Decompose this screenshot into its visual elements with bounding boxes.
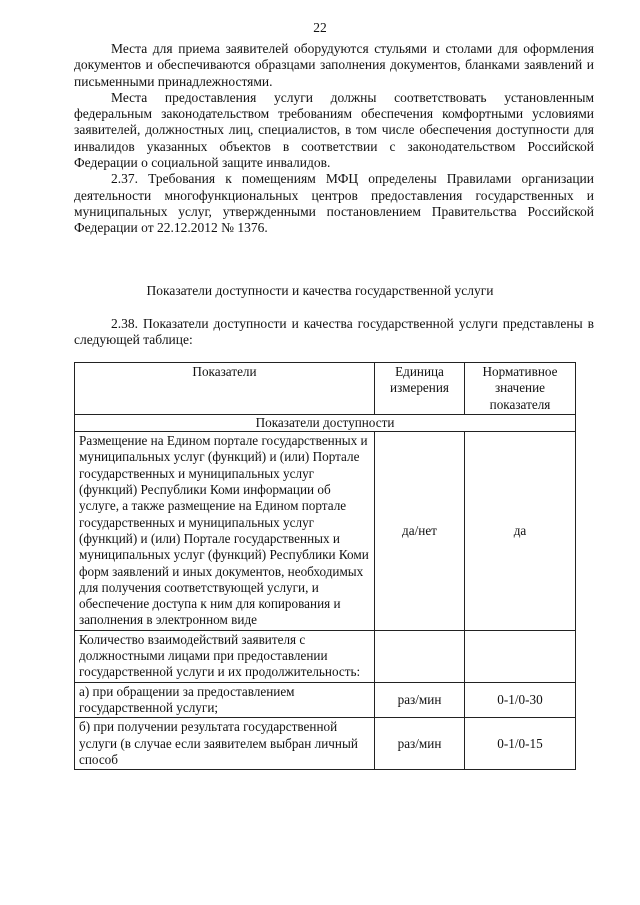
intro-text [74, 316, 594, 349]
table-row [75, 718, 576, 770]
row-value: 0-1/0-15 [465, 718, 576, 770]
header-unit: Единица измерения [375, 363, 465, 415]
row-unit [375, 630, 465, 682]
paragraph-workplaces: Места для приема заявителей оборудуются стульями и столами для оформления документов и обеспечиваются образцами заполнения документов, бланками заявлений и письменными принадлежностями. [74, 41, 594, 89]
paragraph-2-37: 2.37. Требования к помещениям МФЦ определены Правилами организации деятельности многофункциональных центров предоставления государственных и муниципальных услуг, утвержденными постановлением Правительства Российской Федерации от 22.12.2012 № 1376. [74, 171, 594, 236]
header-indicators: Показатели [75, 363, 375, 415]
body-text [74, 41, 594, 237]
indicators-table [74, 362, 576, 770]
table-row [75, 630, 576, 682]
row-indicator: Размещение на Едином портале государственных и муниципальных услуг (функций) и (или) Портале государственных и муниципальных услуг (функций) Республики Коми информации об услуге, а также размещение на Едином портале государственных и муниципальных услуг (функций) и (или) Портале государственных и муниципальных услуг (функций) Республики Коми форм заявлений и иных документов, необходимых для получения соответствующей услуги, и обеспечение доступа к ним для копирования и заполнения в электронном виде [75, 432, 375, 631]
section-row-accessibility: Показатели доступности [75, 414, 576, 431]
row-value [465, 630, 576, 682]
row-unit: раз/мин [375, 682, 465, 718]
table-header-row [75, 363, 576, 415]
paragraph-accessibility: Места предоставления услуги должны соответствовать установленным федеральным законодательством требованиям обеспечения комфортными условиями заявителей, должностных лиц, специалистов, в том числе обеспечения доступности для инвалидов указанных объектов в соответствии с законодательством Российской Федерации о социальной защите инвалидов. [74, 89, 594, 171]
table-row [75, 432, 576, 631]
row-indicator: б) при получении результата государственной услуги (в случае если заявителем выбран личный способ [75, 718, 375, 770]
table-row [75, 682, 576, 718]
row-indicator: Количество взаимодействий заявителя с должностными лицами при предоставлении государственной услуги и их продолжительность: [75, 630, 375, 682]
paragraph-2-38: 2.38. Показатели доступности и качества государственной услуги представлены в следующей таблице: [74, 316, 594, 348]
header-normative: Нормативное значение показателя [465, 363, 576, 415]
row-unit: раз/мин [375, 718, 465, 770]
page-number: 22 [313, 20, 327, 35]
row-unit: да/нет [375, 432, 465, 631]
row-value: 0-1/0-30 [465, 682, 576, 718]
row-value: да [465, 432, 576, 631]
table-section-row [75, 414, 576, 431]
row-indicator: а) при обращении за предоставлением государственной услуги; [75, 682, 375, 718]
section-heading: Показатели доступности и качества государственной услуги [146, 283, 494, 298]
